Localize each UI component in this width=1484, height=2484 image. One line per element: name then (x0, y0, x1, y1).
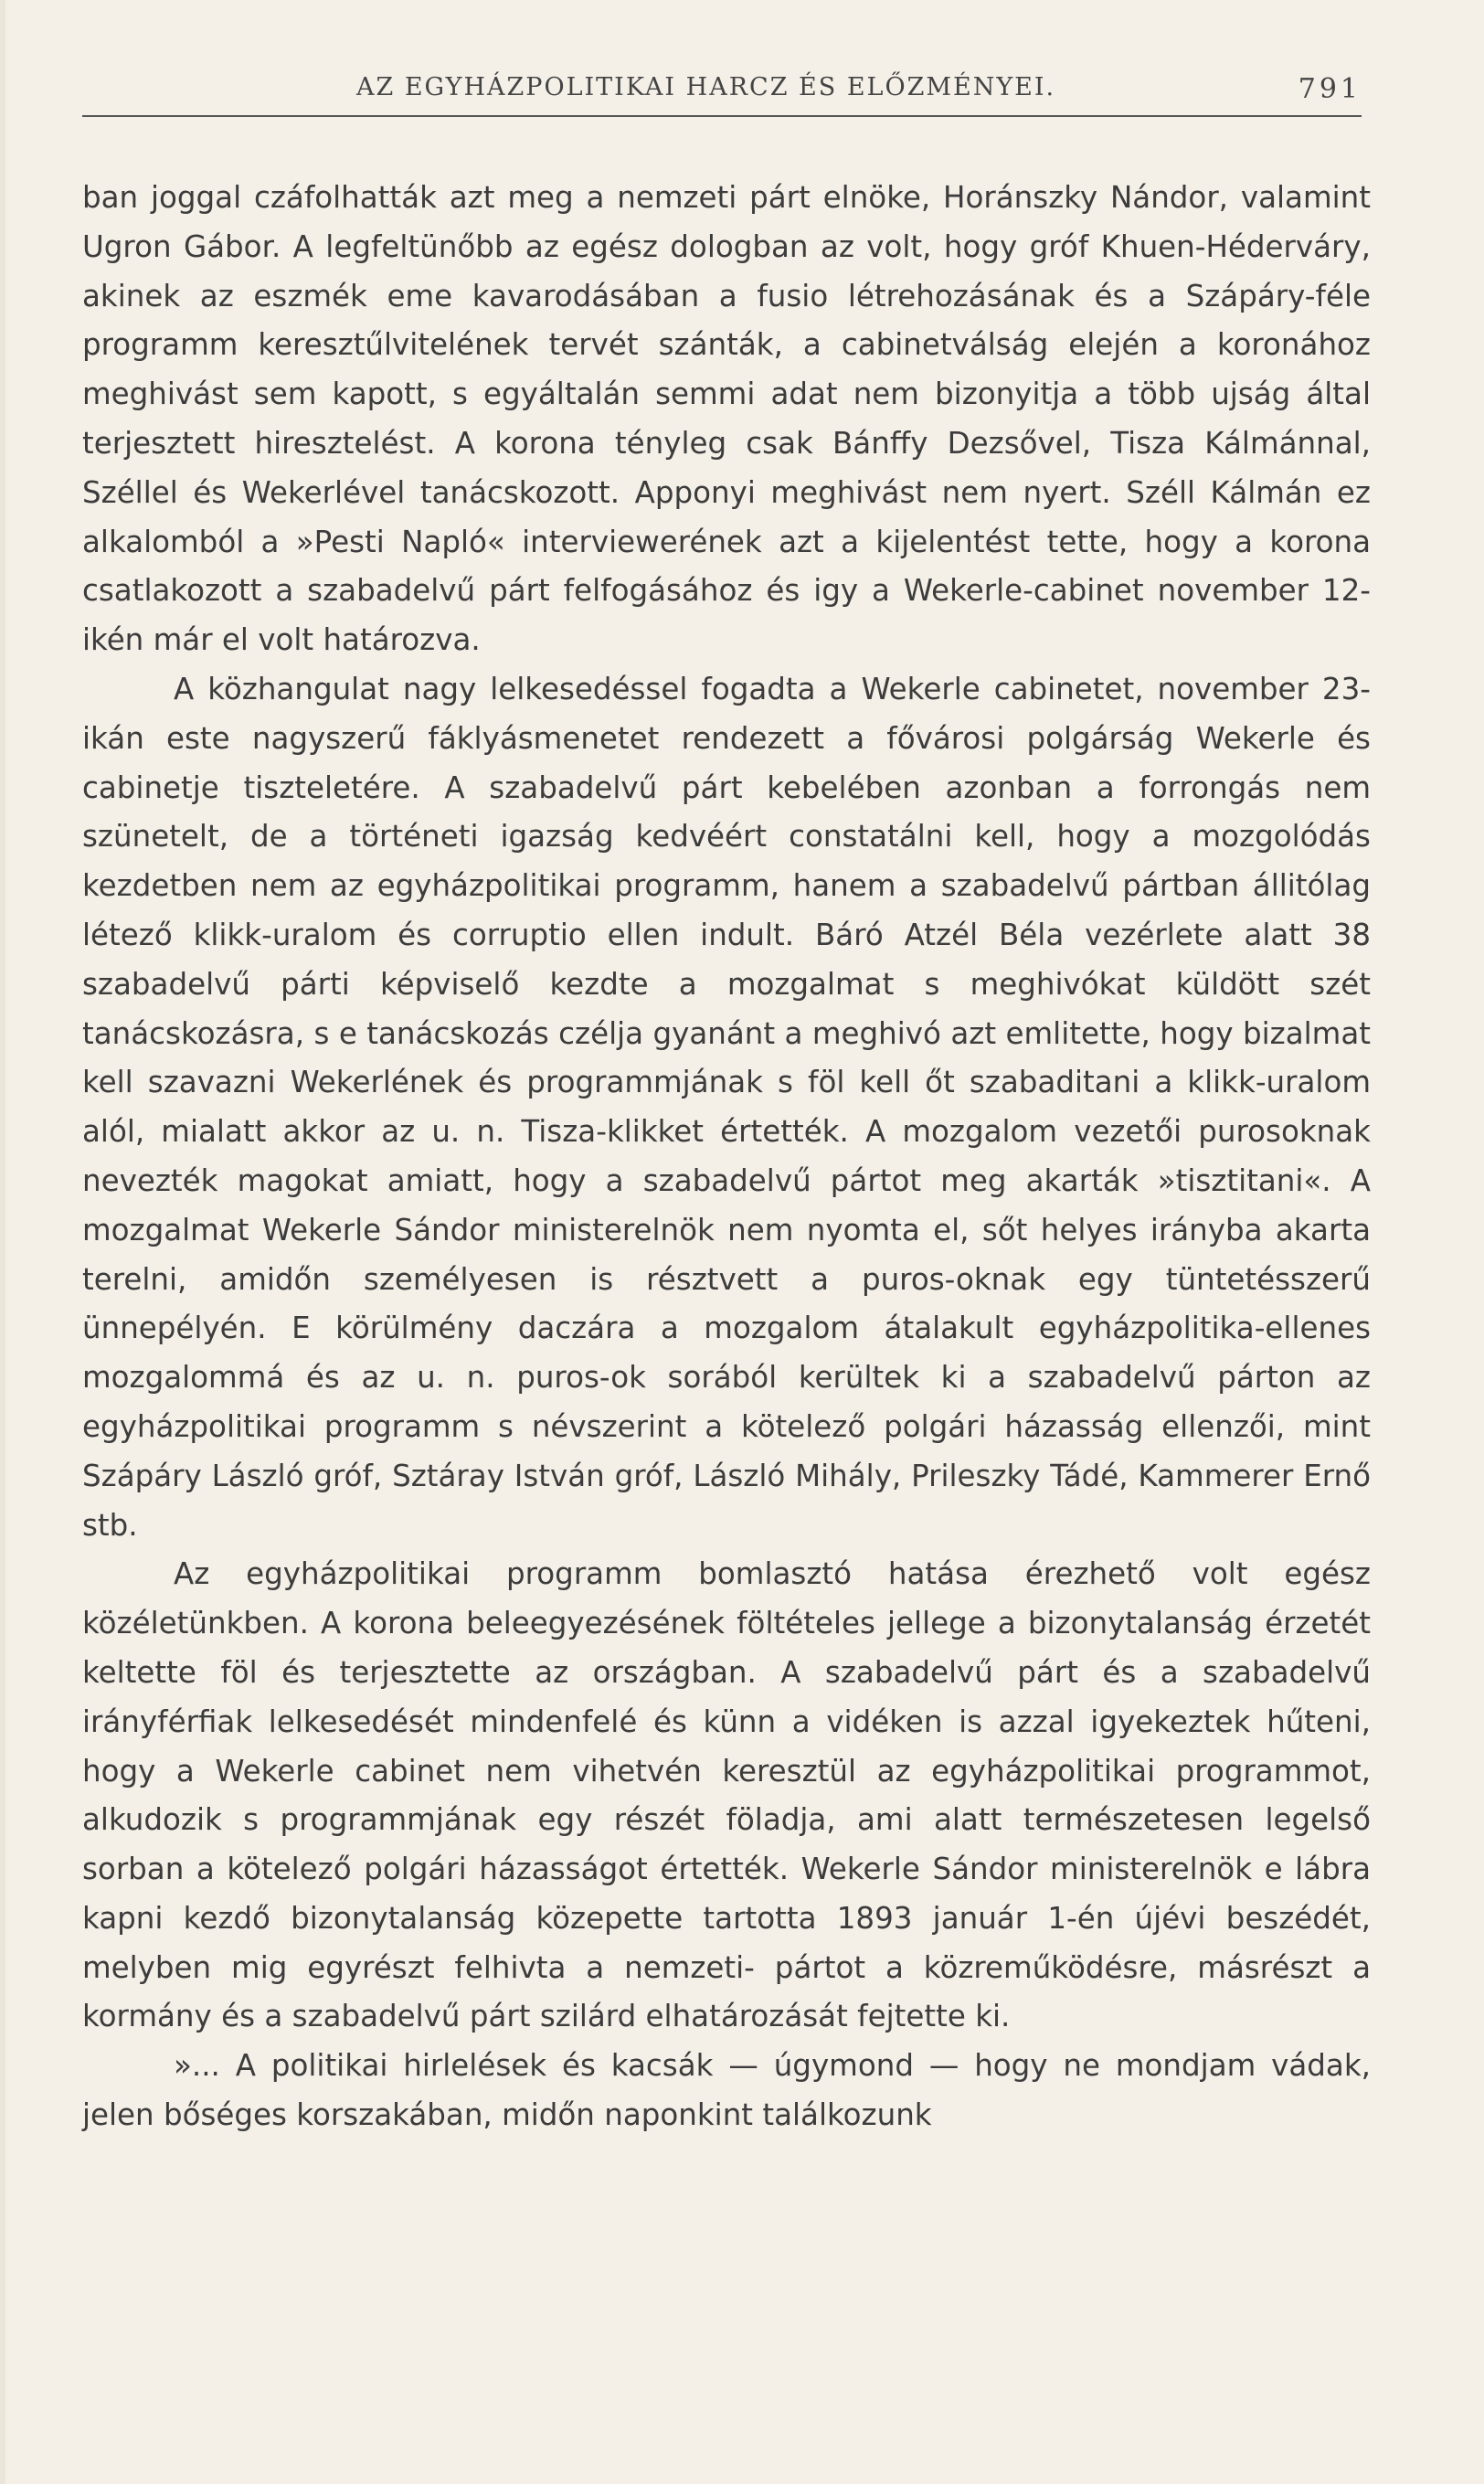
running-head (82, 60, 1362, 115)
paragraph: »... A politikai hirlelések és kacsák — úgymond — hogy ne mondjam vádak, jelen bőséges korszakában, midőn naponkint találkozunk (82, 2048, 1371, 2133)
running-title: AZ EGYHÁZPOLITIKAI HARCZ ÉS ELŐZMÉNYEI. (356, 73, 1056, 101)
header-rule (82, 115, 1362, 117)
body-text (82, 174, 1371, 2140)
scan-edge (0, 0, 5, 2484)
paragraph: Az egyházpolitikai programm bomlasztó hatása érezhető volt egész közéletünkben. A korona beleegyezésének föltételes jellege a bizonytalanság érzetét keltette föl és terjesztette az országban. A szabadelvű párt és a szabadelvű irányférfiak lelkesedését mindenfelé és künn a vidéken is azzal igyekeztek hűteni, hogy a Wekerle cabinet nem vihetvén keresztül az egyházpolitikai programmot, alkudozik s programmjának egy részét föladja, ami alatt természetesen legelső sorban a kötelező polgári házasságot értették. Wekerle Sándor ministerelnök e lábra kapni kezdő bizonytalanság közepette tartotta 1893 január 1-én újévi beszédét, melyben mig egyrészt felhivta a nemzeti- pártot a közreműködésre, másrészt a kormány és a szabadelvű párt szilárd elhatározását fejtette ki. (82, 1556, 1371, 2034)
paragraph: ban joggal czáfolhatták azt meg a nemzeti párt elnöke, Horánszky Nándor, valamint Ugron Gábor. A legfeltünőbb az egész dologban az volt, hogy gróf Khuen-Héderváry, akinek az eszmék eme kavarodásában a fusio létrehozásának és a Szápáry-féle programm keresztűlvitelének tervét szánták, a cabinetválság elején a koronához meghivást sem kapott, s egyáltalán semmi adat nem bizonyitja a több ujság által terjesztett hiresztelést. A korona tényleg csak Bánffy Dezsővel, Tisza Kálmánnal, Széllel és Wekerlével tanácskozott. Apponyi meghivást nem nyert. Széll Kálmán ez alkalomból a »Pesti Napló« interviewerének azt a kijelentést tette, hogy a korona csatlakozott a szabadelvű párt felfogásához és igy a Wekerle-cabinet november 12-ikén már el volt határozva. (82, 180, 1371, 658)
page-number: 791 (1298, 73, 1362, 105)
paragraph: A közhangulat nagy lelkesedéssel fogadta a Wekerle cabinetet, november 23-ikán este nagyszerű fáklyásmenetet rendezett a fővárosi polgárság Wekerle és cabinetje tiszteletére. A szabadelvű párt kebelében azonban a forrongás nem szünetelt, de a történeti igazság kedvéért constatálni kell, hogy a mozgolódás kezdetben nem az egyházpolitikai programm, hanem a szabadelvű pártban állitólag létező klikk-uralom és corruptio ellen indult. Báró Atzél Béla vezérlete alatt 38 szabadelvű párti képviselő kezdte a mozgalmat s meghivókat küldött szét tanácskozásra, s e tanácskozás czélja gyanánt a meghivó azt emlitette, hogy bizalmat kell szavazni Wekerlének és programmjának s föl kell őt szabaditani a klikk-uralom alól, mialatt akkor az u. n. Tisza-klikket értették. A mozgalom vezetői purosoknak nevezték magokat amiatt, hogy a szabadelvű pártot meg akarták »tisztitani«. A mozgalmat Wekerle Sándor ministerelnök nem nyomta el, sőt helyes irányba akarta terelni, amidőn személyesen is résztvett a puros-oknak egy tüntetésszerű ünnepélyén. E körülmény daczára a mozgalom átalakult egyházpolitika-ellenes mozgalommá és az u. n. puros-ok sorából kerültek ki a szabadelvű párton az egyházpolitikai programm s névszerint a kötelező polgári házasság ellenzői, mint Szápáry László gróf, Sztáray István gróf, László Mihály, Prileszky Tádé, Kammerer Ernő stb. (82, 671, 1371, 1543)
